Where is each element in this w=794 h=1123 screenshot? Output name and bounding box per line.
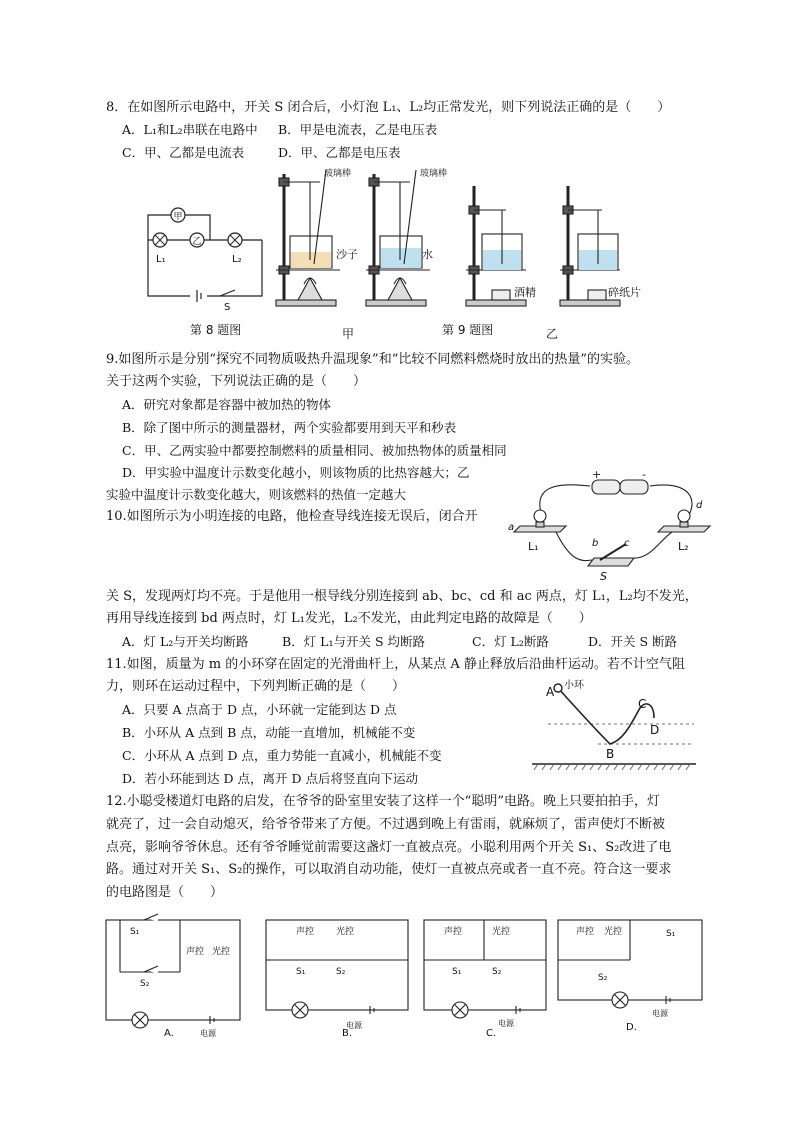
q8-circuit-figure	[140, 200, 270, 340]
q10-point-b: b	[592, 538, 599, 549]
q9-label-alcohol: 酒精	[514, 286, 536, 299]
q12-a-s1: S₁	[130, 927, 140, 937]
q11-point-b: B	[606, 747, 615, 761]
q12-line4: 路。通过对开关 S₁、S₂的操作，可以取消自动功能，使灯一直被点亮或者一直不亮。符合这一要求	[106, 862, 672, 877]
q8-caption: 第 8 题图	[190, 323, 242, 337]
q12-d-light: 光控	[604, 927, 623, 937]
q11-option-d: D．若小环能到达 D 点，离开 D 点后将竖直向下运动	[122, 771, 418, 786]
q11-option-c: C．小环从 A 点到 D 点，重力势能一直减小，机械能不变	[122, 748, 442, 763]
q12-b-sound: 声控	[296, 927, 315, 937]
q12-line3: 点亮，影响爷爷休息。还有爷爷睡觉前需要这盏灯一直被点亮。小聪利用两个开关 S₁、S₂改进了电	[106, 840, 672, 855]
q10-option-c: C．灯 L₂断路	[472, 634, 549, 649]
q9-apparatus-sand	[276, 170, 340, 306]
q12-circuits-figure	[100, 910, 712, 1038]
q12-c-sound: 声控	[444, 927, 463, 937]
q10-lamp-l2	[658, 510, 710, 532]
q12-a-light: 光控	[212, 947, 231, 957]
q11-option-b: B．小环从 A 点到 B 点，动能一直增加，机械能不变	[122, 725, 416, 740]
q10-minus: -	[642, 468, 646, 481]
q12-d-s1: S₁	[666, 929, 676, 939]
q11-point-c: C	[638, 697, 647, 711]
q9-stem-line2: 关于这两个实验，下列说法正确的是（ ）	[106, 374, 367, 389]
q12-d-source: 电源	[652, 1009, 668, 1018]
q12-c-label: C.	[486, 1028, 497, 1039]
q9-option-d-line2: 实验中温度计示数变化越大，则该燃料的热值一定越大	[106, 487, 407, 502]
svg-text:乙: 乙	[192, 237, 202, 247]
q12-circuit-c	[424, 920, 546, 1018]
q12-a-source: 电源	[200, 1029, 216, 1038]
q8-label-s: S	[224, 302, 231, 313]
q12-c-light: 光控	[492, 927, 511, 937]
q8-stem: 8．在如图所示电路中，开关 S 闭合后，小灯泡 L₁、L₂均正常发光，则下列说法正确的是（ ）	[106, 100, 671, 115]
q12-c-source: 电源	[498, 1019, 514, 1028]
q8-option-a: A．L₁和L₂串联在电路中	[122, 122, 258, 137]
q8-lamp-l2	[228, 233, 242, 247]
q10-point-c: c	[624, 538, 630, 549]
q9-label-sand: 沙子	[336, 248, 358, 261]
q10-label-l1: L₁	[528, 540, 539, 553]
q8-option-b: B．甲是电流表，乙是电压表	[278, 122, 438, 137]
q12-a-label: A.	[164, 1028, 174, 1039]
q10-lamp-l1	[514, 510, 566, 532]
q10-option-d: D．开关 S 断路	[588, 634, 678, 649]
q9-apparatus-water	[366, 170, 430, 306]
q10-circuit-figure	[500, 470, 710, 582]
q8-label-l1: L₁	[156, 254, 166, 265]
q12-c-s2: S₂	[492, 967, 502, 977]
q11-point-a: A	[546, 685, 555, 699]
q10-point-d: d	[696, 500, 703, 511]
q12-b-source: 电源	[346, 1021, 362, 1030]
q8-meter-yi	[190, 233, 204, 247]
q10-battery	[592, 480, 648, 494]
q10-stem-line2: 关 S，发现两灯均不亮。于是他用一根导线分别连接到 ab、bc、cd 和 ac 两点，灯 L₁，L₂均不发光，	[106, 589, 698, 604]
q12-a-sound: 声控	[186, 947, 205, 957]
q11-option-a: A．只要 A 点高于 D 点，小环就一定能到达 D 点	[122, 702, 397, 717]
q10-point-a: a	[508, 522, 515, 533]
svg-text:甲: 甲	[173, 212, 183, 222]
q10-stem-line3: 再用导线连接到 bd 两点时，灯 L₁发光，L₂不发光，由此判定电路的故障是（ ）	[106, 611, 592, 626]
q12-d-label: D.	[626, 1022, 637, 1033]
q12-d-s2: S₂	[598, 973, 608, 983]
q12-b-s1: S₁	[296, 967, 306, 977]
q11-ring	[554, 684, 562, 692]
q11-stem-line2: 力，则环在运动过程中，下列判断正确的是（ ）	[106, 679, 406, 694]
q9-stem-line1: 9.如图所示是分别“探究不同物质吸热升温现象”和“比较不同燃料燃烧时放出的热量”的实验。	[106, 352, 639, 367]
q10-option-b: B．灯 L₁与开关 S 均断路	[282, 634, 425, 649]
q9-experiment-figure	[270, 166, 680, 342]
q12-b-light: 光控	[336, 927, 355, 937]
q11-track-figure	[528, 678, 698, 774]
q9-label-paper: 碎纸片	[608, 286, 641, 299]
q12-b-label: B.	[342, 1028, 353, 1039]
q9-option-d-line1: D．甲实验中温度计示数变化越小，则该物质的比热容越大；乙	[122, 465, 470, 480]
q11-label-ring: 小环	[564, 680, 584, 691]
q12-a-s2: S₂	[140, 979, 150, 989]
q8-option-c: C．甲、乙都是电流表	[122, 145, 245, 160]
q12-line1: 12.小聪受楼道灯电路的启发，在爷爷的卧室里安装了这样一个“聪明”电路。晚上只要拍拍手，灯	[106, 794, 660, 809]
q9-label-jia: 甲	[342, 327, 355, 341]
q8-meter-jia	[171, 208, 185, 222]
q12-d-sound: 声控	[576, 927, 595, 937]
q10-option-a: A．灯 L₂与开关均断路	[122, 634, 249, 649]
q12-circuit-a	[106, 914, 240, 1028]
q8-option-d: D．甲、乙都是电压表	[278, 145, 401, 160]
q9-label-yi: 乙	[546, 327, 559, 341]
q9-label-rod-2: 玻璃棒	[420, 169, 448, 179]
q9-option-c: C．甲、乙两实验中都要控制燃料的质量相同、被加热物体的质量相同	[122, 443, 507, 458]
q9-option-a: A．研究对象都是容器中被加热的物体	[122, 397, 332, 412]
q12-b-s2: S₂	[336, 967, 346, 977]
q12-c-s1: S₁	[452, 967, 462, 977]
q11-stem-line1: 11.如图，质量为 m 的小环穿在固定的光滑曲杆上，从某点 A 静止释放后沿曲杆运动。若不计空气阻	[106, 657, 685, 672]
q12-line5: 的电路图是（ ）	[106, 885, 224, 900]
q10-label-l2: L₂	[678, 540, 689, 553]
q9-option-b: B．除了图中所示的测量器材，两个实验都要用到天平和秒表	[122, 420, 457, 435]
q12-line2: 就亮了，过一会自动熄灭，给爷爷带来了方便。不过遇到晚上有雷雨，就麻烦了，雷声使灯不断被	[106, 817, 666, 832]
q9-label-rod-1: 玻璃棒	[324, 169, 352, 179]
q10-stem-line1: 10.如图所示为小明连接的电路，他检查导线连接无误后，闭合开	[106, 509, 478, 524]
q9-label-water: 水	[422, 248, 433, 261]
q9-caption: 第 9 题图	[442, 323, 494, 337]
q10-label-s: S	[600, 570, 607, 583]
q8-label-l2: L₂	[232, 254, 242, 265]
q11-point-d: D	[650, 723, 660, 737]
q8-lamp-l1	[153, 233, 167, 247]
q10-plus: +	[592, 468, 602, 481]
